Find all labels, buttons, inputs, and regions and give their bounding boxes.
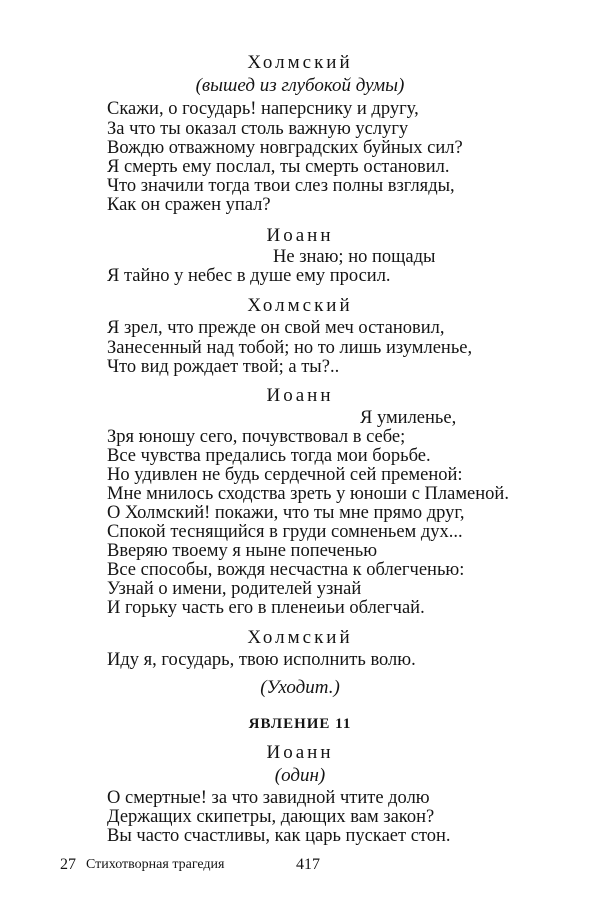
verse-line: Как он сражен упал? — [107, 195, 271, 215]
speaker-ioann: Иоанн — [266, 385, 334, 406]
verse-line: Не знаю; но пощады — [273, 247, 436, 267]
verse-line: Скажи, о государь! наперснику и другу, — [107, 99, 419, 119]
verse-line: Вверяю твоему я ныне попеченью — [107, 541, 378, 561]
verse-line: Что значили тогда твои слез полны взгляды, — [107, 176, 455, 196]
verse-line: Но удивлен не будь сердечной сей пременой: — [107, 465, 463, 485]
verse-line: Что вид рождает твой; а ты?.. — [107, 357, 340, 377]
verse-line: Я смерть ему послал, ты смерть остановил. — [107, 157, 450, 177]
verse-line: Мне мнилось сходства зреть у юноши с Пламеной. — [107, 484, 509, 504]
verse-line: Держащих скипетры, дающих вам закон? — [107, 807, 435, 827]
speaker-ioann: Иоанн — [266, 742, 334, 763]
verse-line: Я зрел, что прежде он свой меч остановил, — [107, 318, 445, 338]
stage-direction: (один) — [274, 765, 326, 786]
stage-direction: (Уходит.) — [260, 677, 340, 698]
verse-line: Иду я, государь, твою исполнить волю. — [107, 650, 416, 670]
speaker-holmsky: Холмский — [247, 52, 353, 73]
speaker-holmsky: Холмский — [247, 295, 353, 316]
verse-line: Узнай о имени, родителей узнай — [107, 579, 362, 599]
verse-line: О смертные! за что завидной чтите долю — [107, 788, 430, 808]
footer-running-title: Стихотворная трагедия — [86, 857, 225, 872]
verse-line: Вождю отважному новградских буйных сил? — [107, 138, 463, 158]
page-number: 417 — [296, 856, 320, 873]
scene-heading: ЯВЛЕНИЕ 11 — [248, 716, 352, 732]
verse-line: Все чувства предались тогда мои борьбе. — [107, 446, 431, 466]
verse-line: Спокой теснящийся в груди сомненьем дух... — [107, 522, 463, 542]
verse-line: О Холмский! покажи, что ты мне прямо друг, — [107, 503, 465, 523]
speaker-ioann: Иоанн — [266, 225, 334, 246]
verse-line: Занесенный над тобой; но то лишь изумленье, — [107, 338, 473, 358]
verse-line: Зря юношу сего, почувствовал в себе; — [107, 427, 406, 447]
footer-signature: 27 — [60, 856, 76, 873]
verse-line: Все способы, вождя несчастна к облегченью: — [107, 560, 465, 580]
verse-line: За что ты оказал столь важную услугу — [107, 119, 409, 139]
verse-line: Я умиленье, — [360, 408, 457, 428]
verse-line: Я тайно у небес в душе ему просил. — [107, 266, 391, 286]
stage-direction: (вышед из глубокой думы) — [195, 75, 405, 96]
verse-line: И горьку часть его в пленеиьи облегчай. — [107, 598, 425, 618]
speaker-holmsky: Холмский — [247, 627, 353, 648]
verse-line: Вы часто счастливы, как царь пускает стон. — [107, 826, 451, 846]
